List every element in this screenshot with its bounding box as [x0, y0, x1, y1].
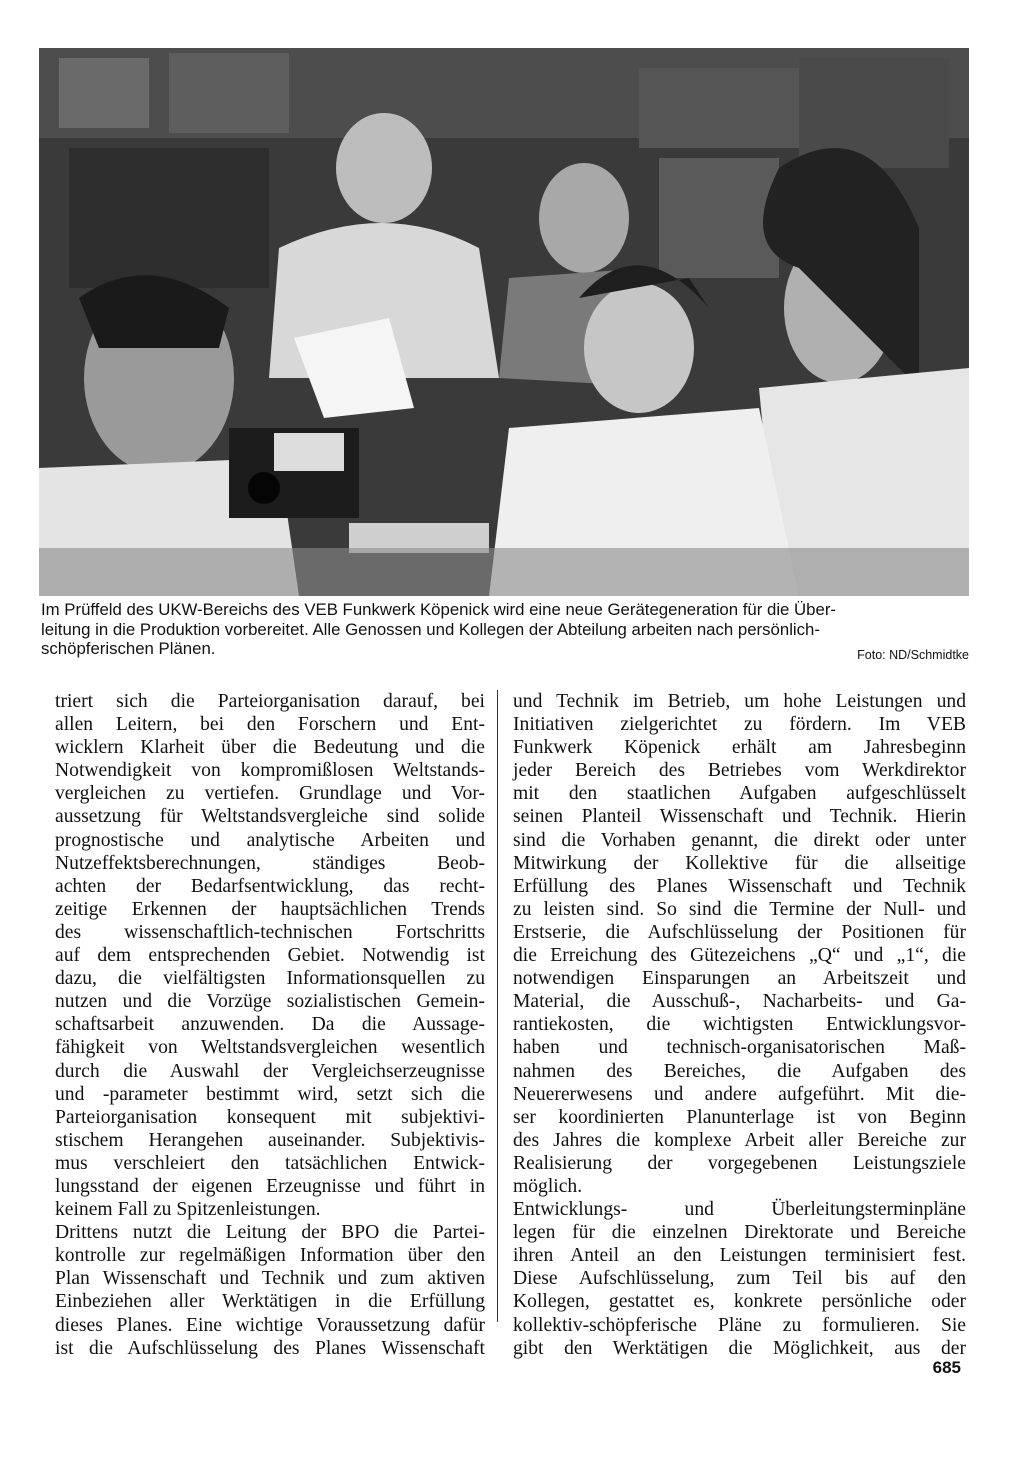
text-line: vergleichen zu vertiefen. Grundlage und Vor-: [55, 783, 485, 805]
text-line: schaftsarbeit anzuwenden. Da die Aussage-: [55, 1014, 485, 1036]
text-line: Neuererwesens und andere aufgeführt. Mit die-: [513, 1083, 966, 1105]
text-line: seinen Planteil Wissenschaft und Technik. Hierin: [513, 806, 966, 828]
photo-caption: [41, 600, 971, 659]
text-line: Diese Aufschlüsselung, zum Teil bis auf den: [513, 1268, 966, 1290]
text-line: Notwendigkeit von kompromißlosen Weltstands-: [55, 760, 485, 782]
text-line: keinem Fall zu Spitzenleistungen.: [55, 1199, 321, 1221]
text-line: jeder Bereich des Betriebes vom Werkdirektor: [513, 760, 966, 782]
text-line: Erfüllung des Planes Wissenschaft und Technik: [513, 875, 966, 897]
text-line: des Jahres die komplexe Arbeit aller Bereiche zur: [513, 1129, 966, 1151]
text-line: sind die Vorhaben genannt, die direkt oder unter: [513, 829, 966, 851]
text-line: aussetzung für Weltstandsvergleiche sind solide: [55, 806, 485, 828]
photo-credit: Foto: ND/Schmidtke: [857, 648, 969, 662]
caption-line: leitung in die Produktion vorbereitet. Alle Genossen und Kollegen der Abteilung arbeiten nach persönlich-: [41, 619, 820, 639]
text-line: allen Leitern, bei den Forschern und Ent-: [55, 714, 485, 736]
left-column: [55, 690, 485, 1360]
text-line: dieses Planes. Eine wichtige Voraussetzung dafür: [55, 1314, 485, 1336]
text-line: dazu, die vielfältigsten Informationsquellen zu: [55, 968, 485, 990]
text-line: gibt den Werktätigen die Möglichkeit, aus der: [513, 1337, 966, 1359]
text-line: ist die Aufschlüsselung des Planes Wissenschaft: [55, 1337, 485, 1359]
text-line: Erstserie, die Aufschlüsselung der Positionen für: [513, 921, 966, 943]
text-line: haben und technisch-organisatorischen Maß-: [513, 1037, 966, 1059]
photo-lab-scene-icon: [39, 48, 969, 596]
text-line: mit den staatlichen Aufgaben aufgeschlüsselt: [513, 783, 966, 805]
text-line: möglich.: [513, 1175, 583, 1197]
text-line: Nutzeffektsberechnungen, ständiges Beob-: [55, 852, 485, 874]
right-column: [513, 690, 966, 1360]
text-line: ihren Anteil an den Leistungen terminisiert fest.: [513, 1245, 966, 1267]
text-line: und Technik im Betrieb, um hohe Leistungen und: [513, 691, 966, 712]
text-line: Funkwerk Köpenick erhält am Jahresbeginn: [513, 737, 966, 759]
text-line: kontrolle zur regelmäßigen Information über den: [55, 1245, 485, 1267]
text-line: nutzen und die Vorzüge sozialistischen Gemein-: [55, 991, 485, 1013]
text-line: Plan Wissenschaft und Technik und zum aktiven: [55, 1268, 485, 1290]
text-line: lungsstand der eigenen Erzeugnisse und führt in: [55, 1175, 485, 1197]
text-line: wicklern Klarheit über die Bedeutung und die: [55, 737, 485, 759]
text-line: Drittens nutzt die Leitung der BPO die Partei-: [55, 1222, 485, 1244]
text-line: rantiekosten, die wichtigsten Entwicklungsvor-: [513, 1014, 966, 1036]
text-line: notwendigen Einsparungen an Arbeitszeit und: [513, 968, 966, 990]
text-line: Initiativen zielgerichtet zu fördern. Im VEB: [513, 714, 966, 736]
text-line: des wissenschaftlich-technischen Fortschritts: [55, 921, 485, 943]
text-line: zeitige Erkennen der hauptsächlichen Trends: [55, 898, 485, 920]
text-line: prognostische und analytische Arbeiten und: [55, 829, 485, 851]
column-divider: [497, 690, 498, 1322]
text-line: triert sich die Parteiorganisation darauf, bei: [55, 691, 485, 712]
text-line: nahmen des Bereiches, die Aufgaben des: [513, 1060, 966, 1082]
text-line: durch die Auswahl der Vergleichserzeugnisse: [55, 1060, 485, 1082]
text-line: die Erreichung des Gütezeichens „Q“ und „1“, die: [513, 945, 966, 967]
text-line: und -parameter bestimmt wird, setzt sich die: [55, 1083, 485, 1105]
lab-photo: [39, 48, 969, 596]
text-line: auf dem entsprechenden Gebiet. Notwendig ist: [55, 945, 485, 967]
text-line: Kollegen, gestattet es, konkrete persönliche oder: [513, 1291, 966, 1313]
text-line: kollektiv-schöpferische Pläne zu formulieren. Sie: [513, 1314, 966, 1336]
text-line: Material, die Ausschuß-, Nacharbeits- und Ga-: [513, 991, 966, 1013]
text-line: Mitwirkung der Kollektive für die allseitige: [513, 852, 966, 874]
text-line: zu leisten sind. So sind die Termine der Null- und: [513, 898, 966, 920]
page-number: 685: [932, 1358, 961, 1377]
text-line: legen für die einzelnen Direktorate und Bereiche: [513, 1222, 966, 1244]
caption-line: Im Prüffeld des UKW-Bereichs des VEB Funkwerk Köpenick wird eine neue Gerätegeneration für die Über-: [41, 600, 837, 619]
text-line: achten der Bedarfsentwicklung, das recht-: [55, 875, 485, 897]
text-line: Realisierung der vorgegebenen Leistungsziele: [513, 1152, 966, 1174]
text-line: fähigkeit von Weltstandsvergleichen wesentlich: [55, 1037, 485, 1059]
text-line: stischem Herangehen auseinander. Subjektivis-: [55, 1129, 485, 1151]
text-line: Entwicklungs- und Überleitungsterminpläne: [513, 1199, 966, 1221]
caption-line: schöpferischen Plänen.: [41, 639, 216, 658]
text-line: Einbeziehen aller Werktätigen in die Erfüllung: [55, 1291, 485, 1313]
text-line: mus verschleiert den tatsächlichen Entwick-: [55, 1152, 485, 1174]
text-line: ser koordinierten Planunterlage ist von Beginn: [513, 1106, 966, 1128]
text-line: Parteiorganisation konsequent mit subjektivi-: [55, 1106, 485, 1128]
